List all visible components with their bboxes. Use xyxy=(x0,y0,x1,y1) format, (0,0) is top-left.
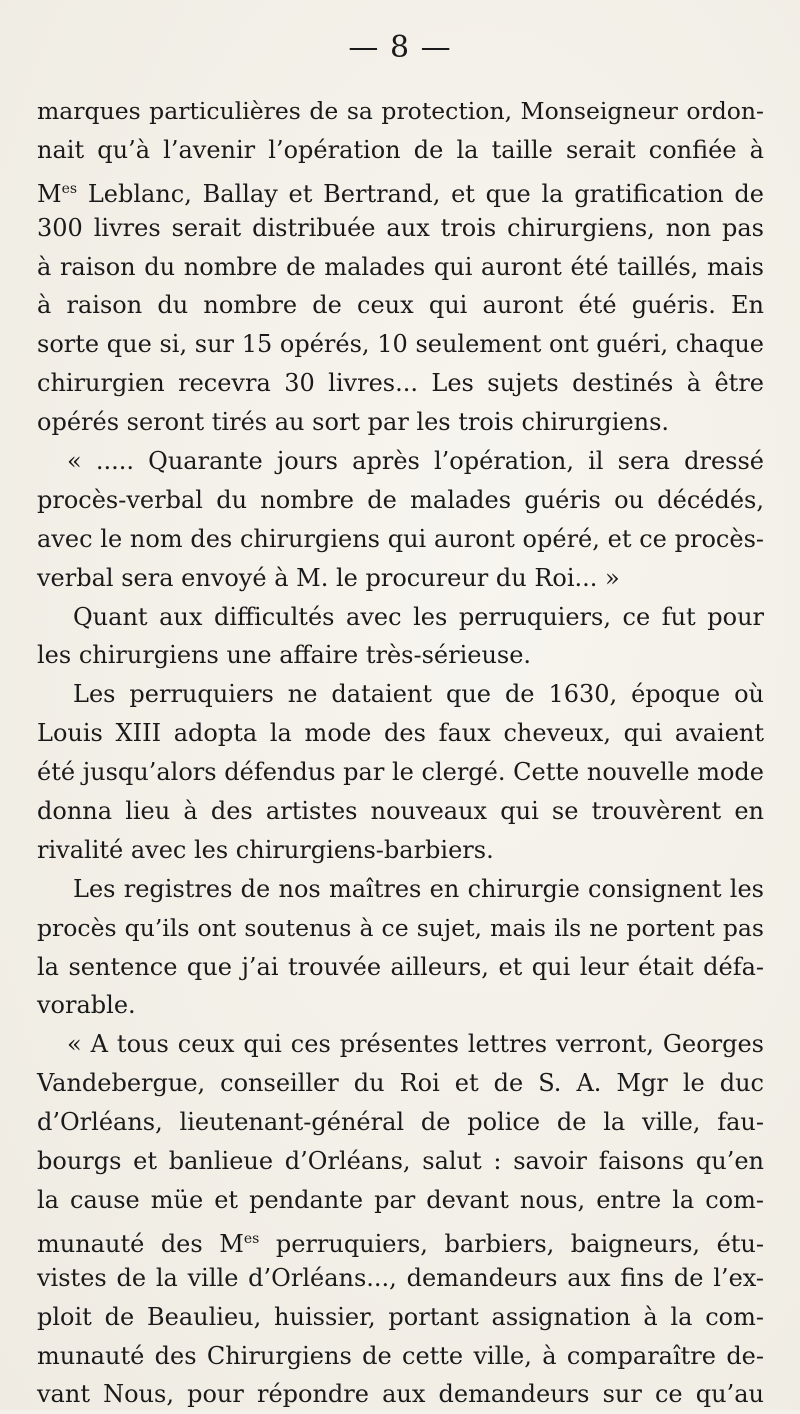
text-span: munauté des M xyxy=(37,1229,244,1258)
text-line: Vandebergue, conseiller du Roi et de S. A. Mgr le duc xyxy=(37,1069,764,1098)
text-line xyxy=(37,170,764,209)
text-line: 300 livres serait distribuée aux trois chirurgiens, non pas xyxy=(37,213,764,242)
text-line: donna lieu à des artistes nouveaux qui se trouvèrent en xyxy=(37,797,764,826)
text-line: bourgs et banlieue d’Orléans, salut : savoir faisons qu’en xyxy=(37,1147,764,1176)
text-line: la cause müe et pendante par devant nous, entre la com- xyxy=(37,1185,764,1214)
text-line: verbal sera envoyé à M. le procureur du Roi... » xyxy=(37,563,620,592)
text-line: ploit de Beaulieu, huissier, portant assignation à la com- xyxy=(37,1302,764,1331)
text-line: rivalité avec les chirurgiens-barbiers. xyxy=(37,835,494,864)
text-line: nait qu’à l’avenir l’opération de la taille serait confiée à xyxy=(37,135,764,164)
text-line: la sentence que j’ai trouvée ailleurs, et qui leur était défa- xyxy=(37,952,764,981)
text-line: Les registres de nos maîtres en chirurgie consignent les xyxy=(73,874,764,903)
text-line: Quant aux difficultés avec les perruquiers, ce fut pour xyxy=(73,602,764,631)
text-line: été jusqu’alors défendus par le clergé. Cette nouvelle mode xyxy=(37,758,764,787)
superscript: es xyxy=(243,1230,260,1247)
text-line: munauté des Chirurgiens de cette ville, à comparaître de- xyxy=(37,1341,764,1370)
text-line xyxy=(37,1220,764,1259)
text-line: Les perruquiers ne dataient que de 1630, époque où xyxy=(73,680,764,709)
text-line: « A tous ceux qui ces présentes lettres verront, Georges xyxy=(67,1030,764,1059)
superscript: es xyxy=(61,180,78,197)
text-line: marques particulières de sa protection, Monseigneur ordon- xyxy=(37,97,764,125)
text-line: vant Nous, pour répondre aux demandeurs sur ce qu’au xyxy=(37,1380,764,1409)
text-line: procès qu’ils ont soutenus à ce sujet, mais ils ne portent pas xyxy=(37,913,764,942)
text-line: les chirurgiens une affaire très-sérieuse. xyxy=(37,641,532,670)
text-line: sorte que si, sur 15 opérés, 10 seulement ont guéri, chaque xyxy=(37,330,764,359)
text-line: procès-verbal du nombre de malades guéris ou décédés, xyxy=(37,485,764,514)
text-line: opérés seront tirés au sort par les trois chirurgiens. xyxy=(37,408,670,437)
text-line: « ..... Quarante jours après l’opération, il sera dressé xyxy=(67,447,764,476)
text-line: à raison du nombre de ceux qui auront été guéris. En xyxy=(37,291,764,320)
body-text xyxy=(37,92,764,1414)
text-span: perruquiers, barbiers, baigneurs, étu- xyxy=(275,1229,764,1258)
text-line: Louis XIII adopta la mode des faux cheveux, qui avaient xyxy=(37,719,764,748)
text-line: vistes de la ville d’Orléans..., demandeurs aux fins de l’ex- xyxy=(37,1263,764,1292)
text-line: chirurgien recevra 30 livres... Les sujets destinés à être xyxy=(37,369,764,398)
title-abbrev: M xyxy=(37,179,62,208)
page-number: — 8 — xyxy=(348,30,452,65)
text-line: à raison du nombre de malades qui auront été taillés, mais xyxy=(37,252,764,281)
text-line: d’Orléans, lieutenant-général de police de la ville, fau- xyxy=(37,1108,764,1137)
text-line: vorable. xyxy=(37,991,136,1020)
text-span: Leblanc, Ballay et Bertrand, et que la gratification de xyxy=(87,179,764,208)
text-line: avec le nom des chirurgiens qui auront opéré, et ce procès- xyxy=(37,524,764,553)
